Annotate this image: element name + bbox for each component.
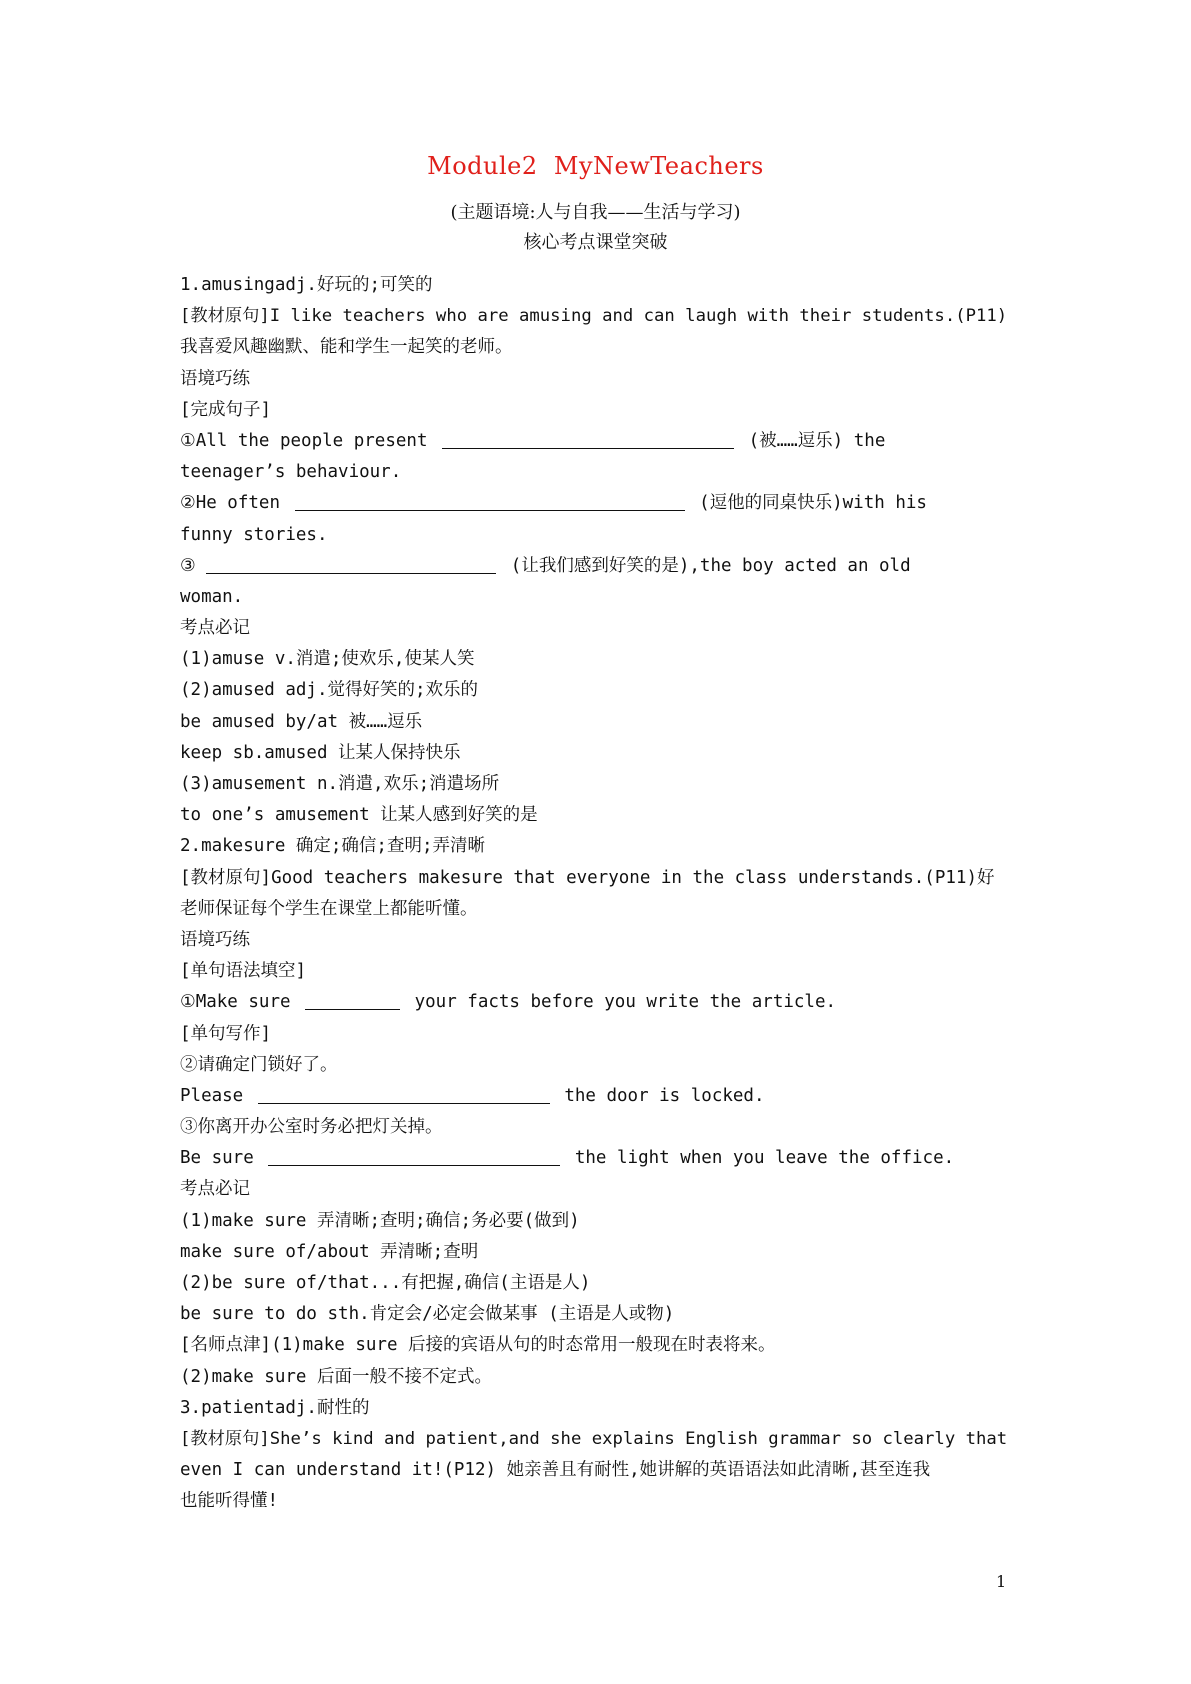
text-line: (3)amusement n.消遣,欢乐;消遣场所 [180,774,500,794]
text-line: 1.amusingadj.好玩的;可笑的 [180,275,433,295]
text-line: 老师保证每个学生在课堂上都能听懂。 [180,898,478,919]
text-segment: (被……逗乐) the [748,430,886,451]
exercise-line [180,426,1015,457]
text-line: be amused by/at 被……逗乐 [180,711,423,732]
text-line: 考点必记 [180,618,250,639]
text-segment: Be sure [180,1148,254,1169]
text-segment: Please [180,1085,244,1106]
text-line: [单句写作] [180,1023,272,1044]
text-line: [教材原句]Good teachers makesure that everyone in the class understands.(P11)好 [180,867,995,888]
text-line: 我喜爱风趣幽默、能和学生一起笑的老师。 [180,337,513,358]
exercise-line [180,1143,1015,1174]
page-number: 1 [996,1572,1007,1591]
answer-blank[interactable] [295,490,685,511]
text-line: (1)amuse v.消遣;使欢乐,使某人笑 [180,649,475,670]
text-line: (1)make sure 弄清晰;查明;确信;务必要(做到) [180,1210,580,1231]
text-line: [完成句子] [180,399,272,420]
text-line: 也能听得懂! [180,1491,279,1512]
text-segment: (让我们感到好笑的是),the boy acted an old [510,555,911,576]
text-segment: the door is locked. [564,1085,765,1106]
text-line: [单句语法填空] [180,961,307,982]
text-segment: the light when you leave the office. [574,1148,955,1169]
text-line: (2)make sure 后面一般不接不定式。 [180,1366,492,1387]
subtitle: (主题语境:人与自我——生活与学习) [450,202,741,223]
exercise-line [180,488,1015,519]
exercise-line [180,987,1015,1018]
text-line: 2.makesure 确定;确信;查明;弄清晰 [180,836,486,857]
text-line: be sure to do sth.肯定会/必定会做某事 (主语是人或物) [180,1304,675,1325]
text-segment: ①All the people present [180,430,428,451]
text-line: [名师点津](1)make sure 后接的宾语从句的时态常用一般现在时表将来。 [180,1335,776,1356]
exercise-line [180,1081,1015,1112]
text-line: woman. [180,586,244,607]
text-line: even I can understand it!(P12) 她亲善且有耐性,她讲解的英语语法如此清晰,甚至连我 [180,1460,931,1481]
text-segment: ③ [180,555,196,576]
text-line: keep sb.amused 让某人保持快乐 [180,742,461,763]
text-segment: your facts before you write the article. [414,992,837,1013]
text-line: 考点必记 [180,1179,250,1200]
answer-blank[interactable] [268,1145,560,1166]
answer-blank[interactable] [258,1083,550,1104]
answer-blank[interactable] [305,989,400,1010]
text-line: (2)amused adj.觉得好笑的;欢乐的 [180,680,479,701]
text-line: funny stories. [180,524,328,545]
text-line: to one’s amusement 让某人感到好笑的是 [180,805,538,826]
text-line: ③你离开办公室时务必把灯关掉。 [180,1117,443,1138]
answer-blank[interactable] [206,553,496,574]
answer-blank[interactable] [442,428,734,449]
text-line: 语境巧练 [180,368,250,389]
page-title: Module2 MyNewTeachers [427,152,764,180]
text-segment: ①Make sure [180,992,291,1013]
text-segment: ②He often [180,493,280,514]
text-line: 3.patientadj.耐性的 [180,1397,370,1418]
text-line: [教材原句]She’s kind and patient,and she explains English grammar so clearly that [180,1428,1008,1449]
text-line: teenager’s behaviour. [180,462,402,483]
document-body [180,270,1015,1518]
exercise-line [180,551,1015,582]
text-line: make sure of/about 弄清晰;查明 [180,1241,479,1262]
text-line: (2)be sure of/that...有把握,确信(主语是人) [180,1273,591,1293]
section-heading: 核心考点课堂突破 [523,232,668,253]
text-line: 语境巧练 [180,929,250,950]
text-line: ②请确定门锁好了。 [180,1054,338,1075]
text-line: [教材原句]I like teachers who are amusing and can laugh with their students.(P11) [180,306,1008,327]
text-segment: (逗他的同桌快乐)with his [699,493,927,514]
